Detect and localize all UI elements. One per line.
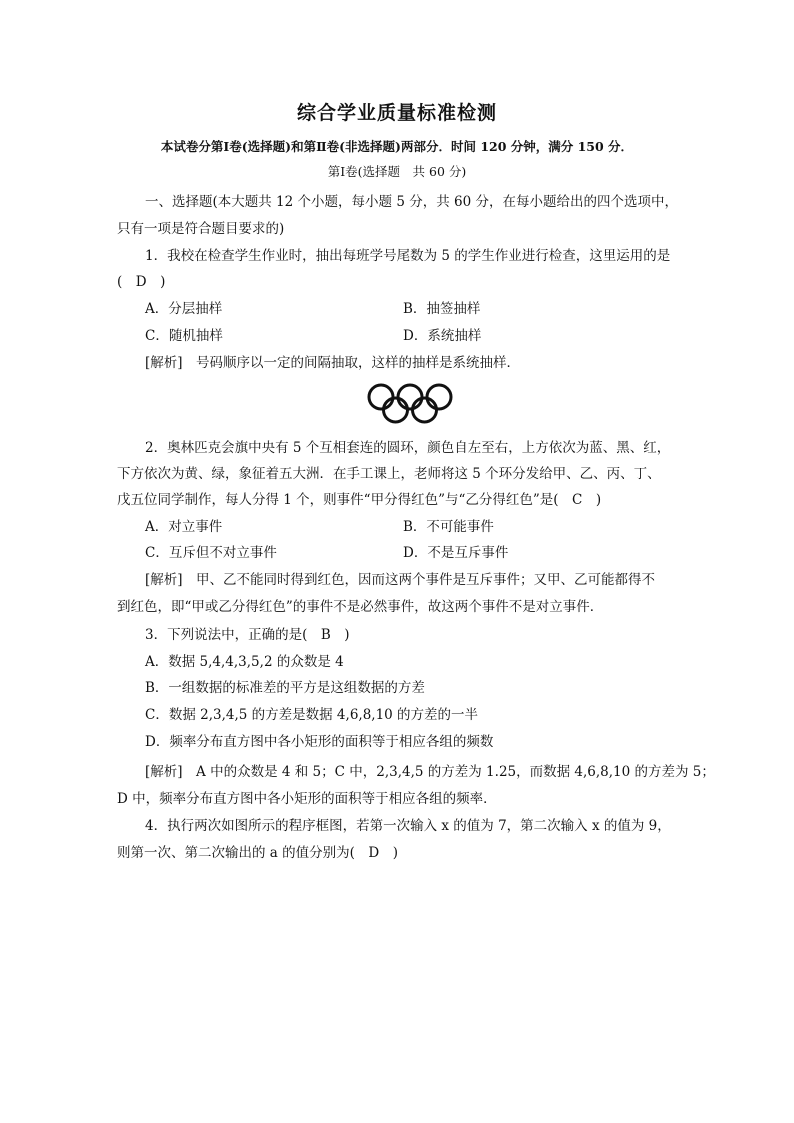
q2-option-b: B．不可能事件: [403, 519, 494, 535]
q3-analysis-line2: D 中，频率分布直方图中各小矩形的面积等于相应各组的频率．: [117, 791, 497, 807]
part1-heading: 第Ⅰ卷(选择题 共 60 分): [327, 164, 467, 179]
q4-stem-line1: 4．执行两次如图所示的程序框图，若第一次输入 x 的值为 7，第二次输入 x 的值为 9，: [145, 818, 671, 834]
q1-analysis: [解析] 号码顺序以一定的间隔抽取，这样的抽样是系统抽样．: [145, 355, 521, 371]
q3-option-b: B．一组数据的标准差的平方是这组数据的方差: [145, 680, 425, 696]
q3-analysis-line1: [解析] A 中的众数是 4 和 5；C 中，2,3,4,5 的方差为 1.25，而数据 4,6,8,10 的方差为 5；: [145, 764, 715, 780]
exam-intro: 本试卷分第Ⅰ卷(选择题)和第Ⅱ卷(非选择题)两部分．时间 120 分钟，满分 150 分．: [160, 139, 634, 154]
q2-option-d: D．不是互斥事件: [403, 545, 509, 561]
section1-line2: 只有一项是符合题目要求的): [117, 221, 285, 237]
page-title: 综合学业质量标准检测: [296, 102, 497, 124]
q2-option-c: C．互斥但不对立事件: [145, 545, 277, 561]
q1-option-b: B．抽签抽样: [403, 301, 481, 317]
q1-answer: ( D ): [117, 274, 166, 290]
q2-stem-line3: 戊五位同学制作，每人分得 1 个，则事件“甲分得红色”与“乙分得红色”是( C ): [117, 492, 602, 508]
q2-option-a: A．对立事件: [145, 519, 223, 535]
q3-option-c: C．数据 2,3,4,5 的方差是数据 4,6,8,10 的方差的一半: [145, 707, 479, 723]
olympic-rings-icon: [366, 382, 456, 426]
q3-option-d: D．频率分布直方图中各小矩形的面积等于相应各组的频数: [145, 734, 494, 750]
q2-stem-line1: 2．奥林匹克会旗中央有 5 个互相套连的圆环，颜色自左至右，上方依次为蓝、黑、红，: [145, 440, 671, 456]
q2-analysis-line1: [解析] 甲、乙不能同时得到红色，因而这两个事件是互斥事件；又甲、乙可能都得不: [145, 572, 656, 588]
q1-option-c: C．随机抽样: [145, 328, 223, 344]
q3-stem: 3．下列说法中，正确的是( B ): [145, 627, 350, 643]
q2-analysis-line2: 到红色，即“甲或乙分得红色”的事件不是必然事件，故这两个事件不是对立事件．: [117, 599, 604, 615]
q1-stem-line1: 1．我校在检查学生作业时，抽出每班学号尾数为 5 的学生作业进行检查，这里运用的是: [145, 248, 671, 264]
q4-stem-line2: 则第一次、第二次输出的 a 的值分别为( D ): [117, 845, 398, 861]
q1-option-d: D．系统抽样: [403, 328, 482, 344]
q3-option-a: A．数据 5,4,4,3,5,2 的众数是 4: [145, 654, 344, 670]
q1-option-a: A．分层抽样: [145, 301, 223, 317]
section1-line1: 一、选择题(本大题共 12 个小题，每小题 5 分，共 60 分，在每小题给出的四个选项中，: [145, 194, 678, 210]
q2-stem-line2: 下方依次为黄、绿，象征着五大洲．在手工课上，老师将这 5 个环分发给甲、乙、丙、丁、: [117, 466, 661, 482]
